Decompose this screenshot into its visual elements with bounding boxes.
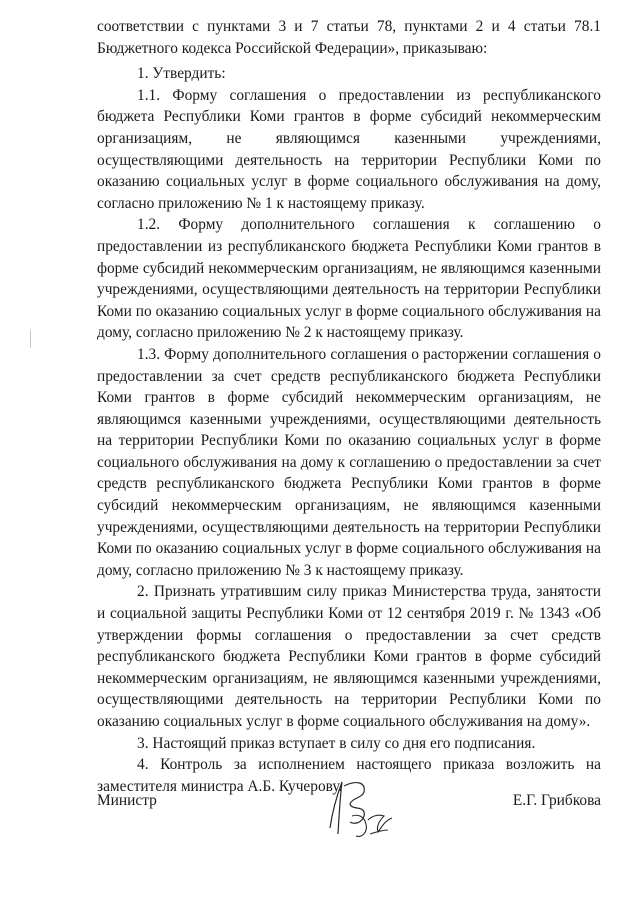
- signatory-name: Е.Г. Грибкова: [512, 792, 601, 809]
- clause-1: 1. Утвердить:: [137, 65, 226, 83]
- signatory-title: Министр: [97, 792, 157, 809]
- clause-2: 2. Признать утратившим силу приказ Министерства труда, занятости и социальной защиты Республики Коми от 12 сентября 2019 г. № 1343 «Об утверждении формы соглашения о предоставлении за счет средств республиканского бюджета Республики Коми грантов в форме субсидий некоммерческим организациям, не являющимся казенными учреждениями, осуществляющими деятельность на территории Республики Коми по оказанию социальных услуг в форме социального обслуживания на дому».: [97, 583, 601, 730]
- clause-1-3: 1.3. Форму дополнительного соглашения о расторжении соглашения о предоставлении за счет средств республиканского бюджета Республики Коми грантов в форме субсидий некоммерческим организациям, не являющимся казенными учреждениями, осуществляющими деятельность на территории Республики Коми по оказанию социальных услуг в форме социального обслуживания на дому к соглашению о предоставлении за счет средств республиканского бюджета Республики Коми грантов в форме субсидий некоммерческим организациям, не являющимся казенными учреждениями, осуществляющими деятельность на территории Республики Коми по оказанию социальных услуг в форме социального обслуживания на дому, согласно приложению № 3 к настоящему приказу.: [97, 345, 601, 579]
- clause-1-1: 1.1. Форму соглашения о предоставлении из республиканского бюджета Республики Коми грантов в форме субсидий некоммерческим организациям, не являющимся казенными учреждениями, осуществляющими деятельность на территории Республики Коми по оказанию социальных услуг в форме социального обслуживания на дому, согласно приложению № 1 к настоящему приказу.: [97, 86, 601, 212]
- document-body: [97, 16, 601, 797]
- handwritten-signature: [322, 776, 402, 846]
- signature-block: [97, 790, 601, 850]
- clause-3: 3. Настоящий приказ вступает в силу со дня его подписания.: [137, 734, 536, 752]
- intro-paragraph: соответствии с пунктами 3 и 7 статьи 78, пунктами 2 и 4 статьи 78.1 Бюджетного кодекса Российской Федерации», приказываю:: [97, 18, 601, 57]
- clause-1-2: 1.2. Форму дополнительного соглашения к соглашению о предоставлении из республиканского бюджета Республики Коми грантов в форме субсидий некоммерческим организациям, не являющимся казенными учреждениями, осуществляющими деятельность на территории Республики Коми по оказанию социальных услуг в форме социального обслуживания на дому, согласно приложению № 2 к настоящему приказу.: [97, 216, 601, 342]
- clause-4: 4. Контроль за исполнением настоящего приказа возложить на заместителя министра А.Б. Кучерову.: [97, 756, 601, 795]
- scan-margin-mark: [30, 330, 31, 348]
